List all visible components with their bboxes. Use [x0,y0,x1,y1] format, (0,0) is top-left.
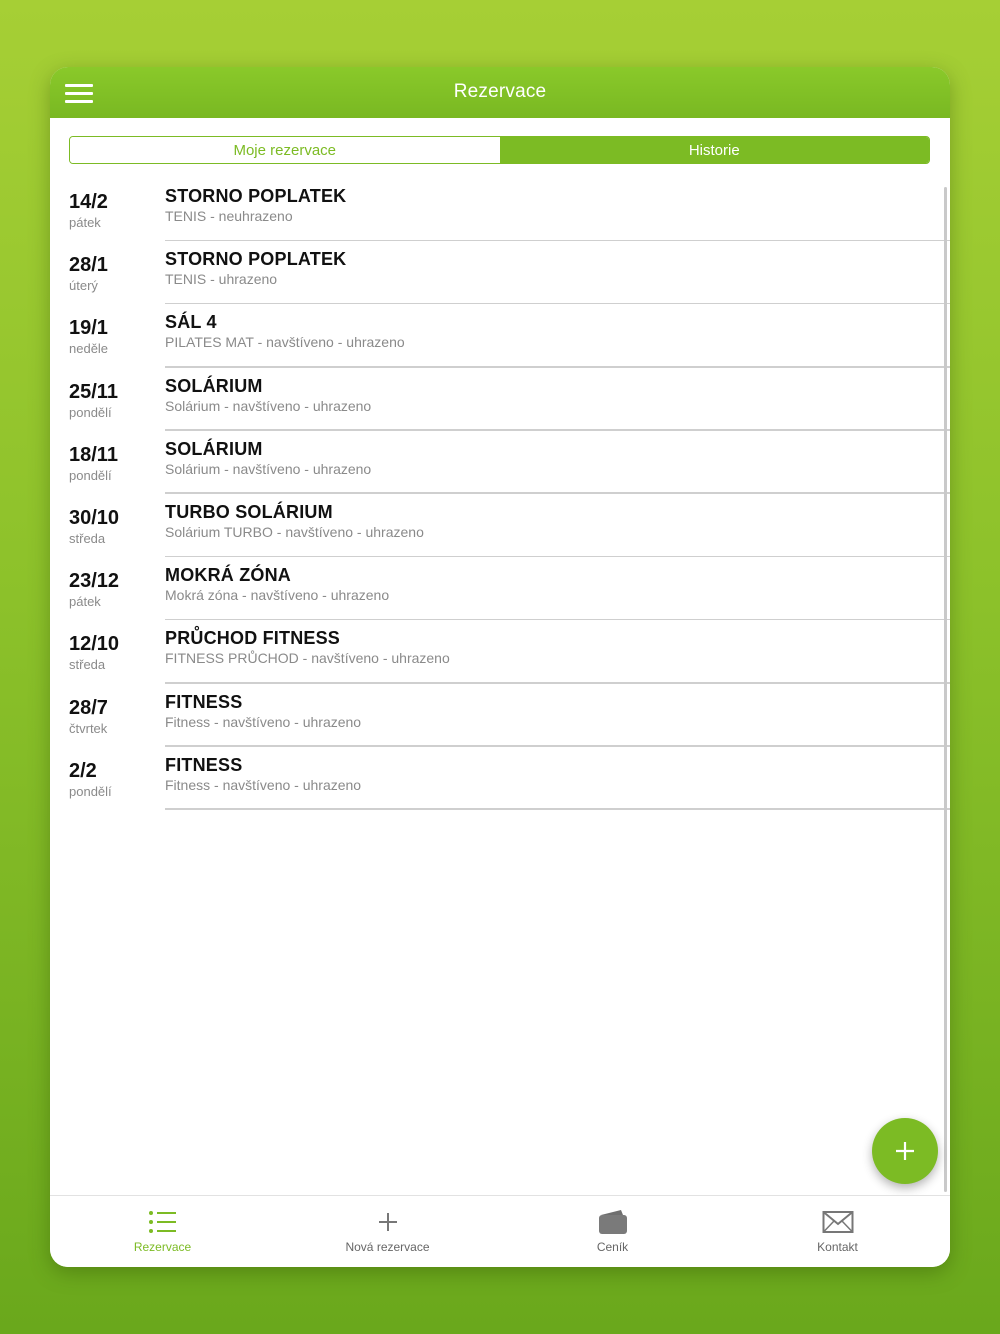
reservation-date: 28/1 [69,254,108,277]
reservation-title: SÁL 4 [165,312,217,333]
reservation-row[interactable] [50,684,950,747]
reservation-date: 12/10 [69,633,120,656]
tab-label: Rezervace [133,1240,192,1254]
reservation-weekday: středa [69,657,106,673]
reservation-weekday: pátek [69,594,101,610]
reservation-title: STORNO POPLATEK [165,249,347,270]
segment-historie[interactable]: Historie [500,137,930,163]
tab-kontakt[interactable] [725,1196,950,1267]
reservation-weekday: pondělí [69,783,112,799]
reservation-detail: Solárium - navštíveno - uhrazeno [165,397,372,414]
segment-moje-rezervace[interactable]: Moje rezervace [70,137,500,163]
reservation-date: 2/2 [69,759,97,782]
segmented-control [69,136,930,164]
reservation-row[interactable] [50,304,950,367]
app-window [50,67,950,1267]
wallet-icon [597,1209,629,1235]
reservation-row[interactable] [50,557,950,620]
reservation-detail: Solárium TURBO - navštíveno - uhrazeno [165,523,424,540]
tab-label: Nová rezervace [345,1240,430,1254]
plus-icon [894,1140,916,1162]
page-title: Rezervace [453,81,547,102]
reservation-detail: PILATES MAT - navštíveno - uhrazeno [165,334,405,351]
tab-nova-rezervace[interactable] [275,1196,500,1267]
reservation-row[interactable] [50,747,950,810]
reservation-title: FITNESS [165,691,243,712]
reservation-date: 14/2 [69,191,108,213]
scrollbar[interactable] [944,187,947,1192]
plus-icon [372,1209,404,1235]
reservation-title: PRŮCHOD FITNESS [165,628,341,649]
add-reservation-fab[interactable] [872,1118,938,1184]
reservation-title: SOLÁRIUM [165,375,263,396]
reservation-row[interactable] [50,178,950,241]
reservation-row[interactable] [50,368,950,431]
reservation-weekday: pátek [69,215,101,230]
reservation-date: 19/1 [69,317,108,340]
reservation-row[interactable] [50,241,950,304]
reservation-detail: TENIS - uhrazeno [165,271,278,288]
tab-rezervace[interactable] [50,1196,275,1267]
reservation-weekday: středa [69,530,106,546]
row-separator [165,808,950,810]
reservation-list [50,178,950,810]
list-icon [147,1209,179,1235]
tab-bar [50,1195,950,1267]
reservation-title: TURBO SOLÁRIUM [165,501,333,522]
reservation-row[interactable] [50,494,950,557]
reservation-weekday: neděle [69,341,109,357]
reservation-title: MOKRÁ ZÓNA [165,565,291,586]
reservation-detail: Mokrá zóna - navštíveno - uhrazeno [165,587,390,604]
reservation-weekday: čtvrtek [69,720,108,736]
reservation-detail: Solárium - navštíveno - uhrazeno [165,460,372,477]
reservation-title: SOLÁRIUM [165,438,263,459]
tab-label: Kontakt [817,1240,858,1254]
reservation-row[interactable] [50,620,950,683]
reservation-title: FITNESS [165,754,243,775]
tab-label: Ceník [596,1240,629,1254]
reservation-date: 25/11 [69,380,118,403]
reservation-date: 18/11 [69,443,118,466]
navigation-bar [50,67,950,118]
reservation-date: 30/10 [69,506,120,529]
reservation-detail: TENIS - neuhrazeno [165,208,293,224]
tab-cenik[interactable] [500,1196,725,1267]
reservation-title: STORNO POPLATEK [165,186,347,206]
reservation-weekday: úterý [69,278,98,294]
reservation-detail: Fitness - navštíveno - uhrazeno [165,713,362,730]
reservation-detail: FITNESS PRŮCHOD - navštíveno - uhrazeno [165,650,450,667]
reservation-weekday: pondělí [69,404,112,420]
reservation-date: 28/7 [69,696,108,719]
reservation-detail: Fitness - navštíveno - uhrazeno [165,776,362,793]
reservation-weekday: pondělí [69,467,112,483]
reservation-date: 23/12 [69,570,120,593]
envelope-icon [822,1209,854,1235]
reservation-row[interactable] [50,431,950,494]
